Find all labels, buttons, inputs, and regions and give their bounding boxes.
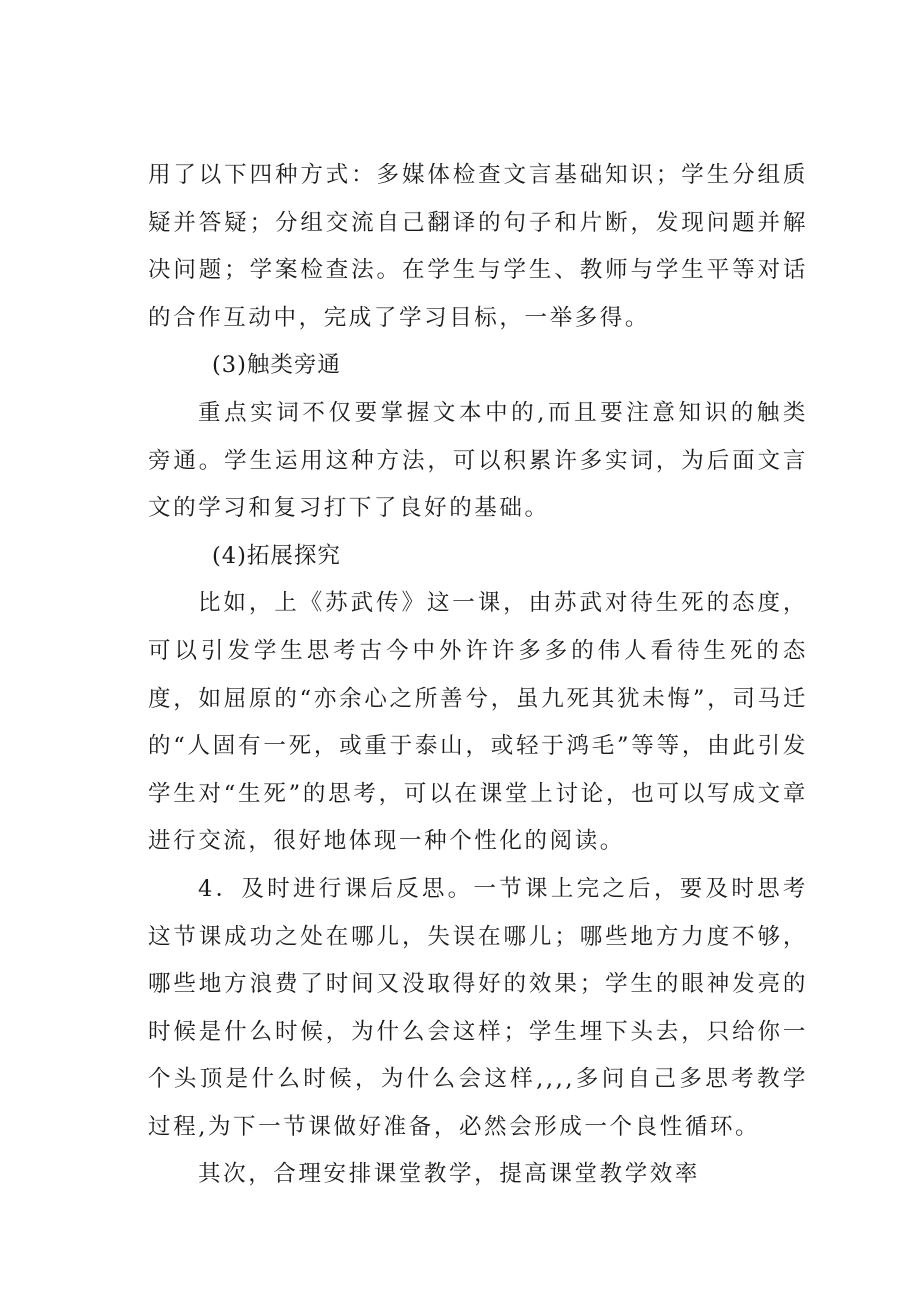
paragraph-example: 比如，上《苏武传》这一课，由苏武对待生死的态度，可以引发学生思考古今中外许许多多的伟人看待生死的态度，如屈原的“亦余心之所善兮，虽九死其犹未悔”，司马迁的“人固有一死，或重于泰山，或轻于鸿毛”等等，由此引发学生对“生死”的思考，可以在课堂上讨论，也可以写成文章进行交流，很好地体现一种个性化的阅读。 xyxy=(148,590,808,855)
subheading-analogy: (3)触类旁通 xyxy=(212,352,341,379)
paragraph-key-words: 重点实词不仅要掌握文本中的,而且要注意知识的触类旁通。学生运用这种方法，可以积累许多实词，为后面文言文的学习和复习打下了良好的基础。 xyxy=(148,399,808,522)
subheading-extension: (4)拓展探究 xyxy=(212,542,341,569)
paragraph-reflection: 4．及时进行课后反思。一节课上完之后，要及时思考这节课成功之处在哪儿，失误在哪儿；哪些地方力度不够，哪些地方浪费了时间又没取得好的效果；学生的眼神发亮的时候是什么时候，为什么会这样；学生埋下头去，只给你一个头顶是什么时候，为什么会这样,,,,多问自己多思考教学过程,为下一节课做好准备，必然会形成一个良性循环。 xyxy=(148,875,808,1140)
paragraph-next-section: 其次，合理安排课堂教学，提高课堂教学效率 xyxy=(198,1161,701,1188)
paragraph-methods: 用了以下四种方式：多媒体检查文言基础知识；学生分组质疑并答疑；分组交流自己翻译的句子和片断，发现问题并解决问题；学案检查法。在学生与学生、教师与学生平等对话的合作互动中，完成了学习目标，一举多得。 xyxy=(148,162,808,331)
document-body xyxy=(148,152,808,1199)
